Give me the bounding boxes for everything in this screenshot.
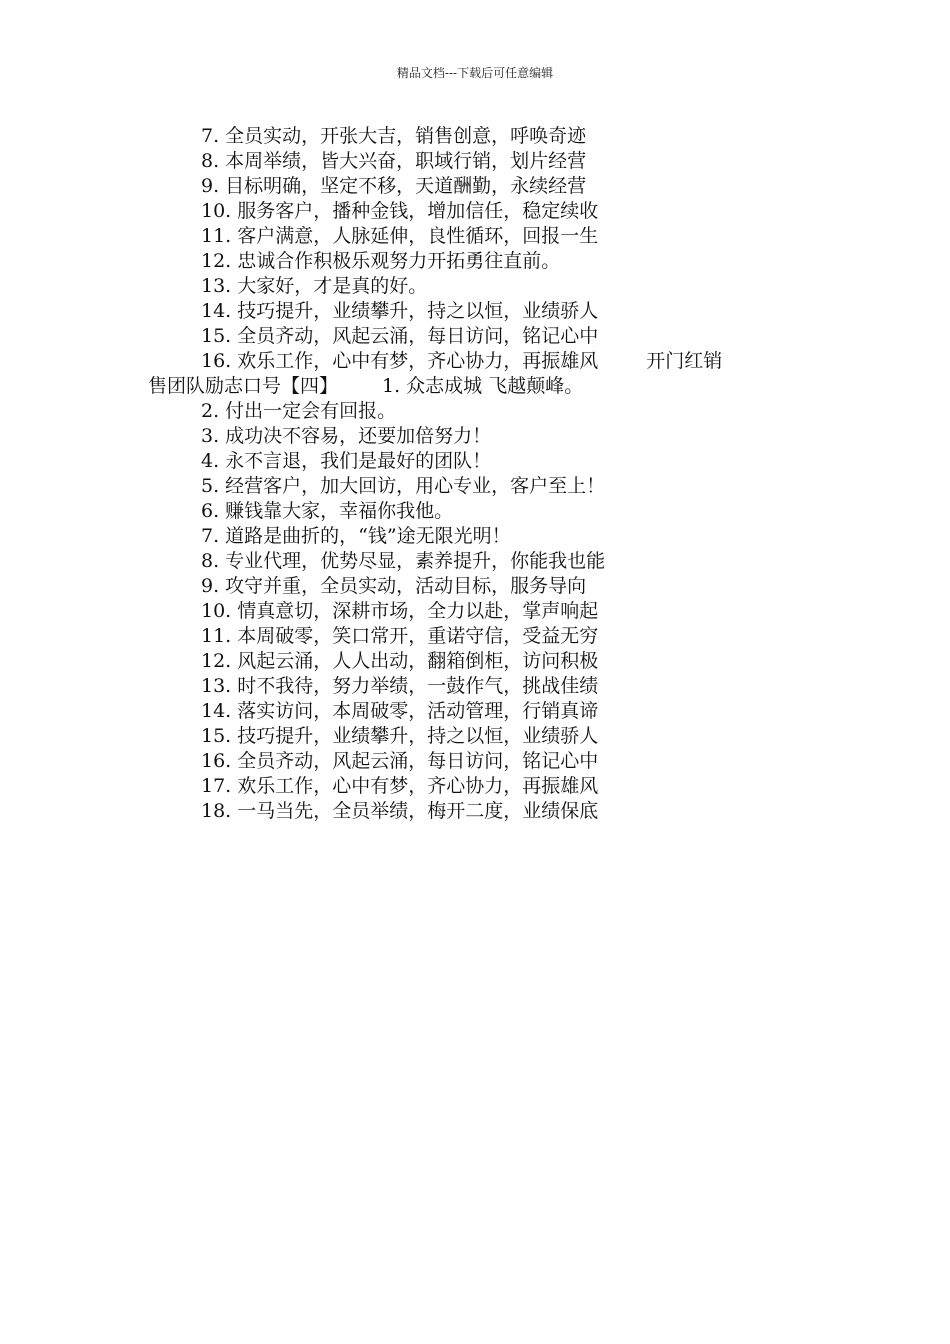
list-item: 16. 欢乐工作，心中有梦，齐心协力，再振雄风 — [201, 350, 599, 372]
list-item: 14. 落实访问，本周破零，活动管理，行销真谛 — [201, 700, 599, 722]
list-item: 17. 欢乐工作，心中有梦，齐心协力，再振雄风 — [201, 775, 599, 797]
list-item: 15. 全员齐动，风起云涌，每日访问，铭记心中 — [201, 325, 599, 347]
list-item: 8. 本周举绩，皆大兴奋，职域行销，划片经营 — [201, 150, 587, 172]
list-item: 2. 付出一定会有回报。 — [201, 400, 397, 422]
list-item: 12. 忠诚合作积极乐观努力开拓勇往直前。 — [201, 250, 561, 272]
list-item: 7. 全员实动，开张大吉，销售创意，呼唤奇迹 — [201, 125, 587, 147]
list-item: 11. 客户满意，人脉延伸，良性循环，回报一生 — [201, 225, 599, 247]
list-item: 5. 经营客户，加大回访，用心专业，客户至上！ — [201, 475, 606, 497]
list-item: 18. 一马当先，全员举绩，梅开二度，业绩保底 — [201, 800, 599, 822]
section-title-line — [148, 374, 828, 399]
list-item: 9. 目标明确，坚定不移，天道酬勤，永续经营 — [201, 175, 587, 197]
list-item: 13. 大家好，才是真的好。 — [201, 275, 428, 297]
list-item: 15. 技巧提升，业绩攀升，持之以恒，业绩骄人 — [201, 725, 599, 747]
list-item: 6. 赚钱靠大家，幸福你我他。 — [201, 500, 454, 522]
section-title-part2: 售团队励志口号【四】 — [148, 375, 339, 397]
list-item: 1. 众志成城 飞越颠峰。 — [382, 375, 584, 397]
list-item: 10. 服务客户，播种金钱，增加信任，稳定续收 — [201, 200, 599, 222]
list-item: 8. 专业代理，优势尽显，素养提升，你能我也能 — [201, 550, 606, 572]
list-item: 9. 攻守并重，全员实动，活动目标，服务导向 — [201, 575, 587, 597]
list-item: 11. 本周破零，笑口常开，重诺守信，受益无穷 — [201, 625, 599, 647]
list-item-with-title — [148, 349, 828, 374]
list-item: 16. 全员齐动，风起云涌，每日访问，铭记心中 — [201, 750, 599, 772]
document-body — [148, 124, 828, 824]
list-item: 4. 永不言退，我们是最好的团队！ — [201, 450, 492, 472]
page-header: 精品文档---下载后可任意编辑 — [396, 66, 554, 80]
list-item: 13. 时不我待，努力举绩，一鼓作气，挑战佳绩 — [201, 675, 599, 697]
list-item: 3. 成功决不容易，还要加倍努力！ — [201, 425, 492, 447]
list-item: 14. 技巧提升，业绩攀升，持之以恒，业绩骄人 — [201, 300, 599, 322]
section-title-part1: 开门红销 — [646, 350, 723, 372]
list-item: 10. 情真意切，深耕市场，全力以赴，掌声响起 — [201, 600, 599, 622]
list-item: 7. 道路是曲折的，“钱”途无限光明！ — [201, 525, 511, 547]
list-item: 12. 风起云涌，人人出动，翻箱倒柜，访问积极 — [201, 650, 599, 672]
